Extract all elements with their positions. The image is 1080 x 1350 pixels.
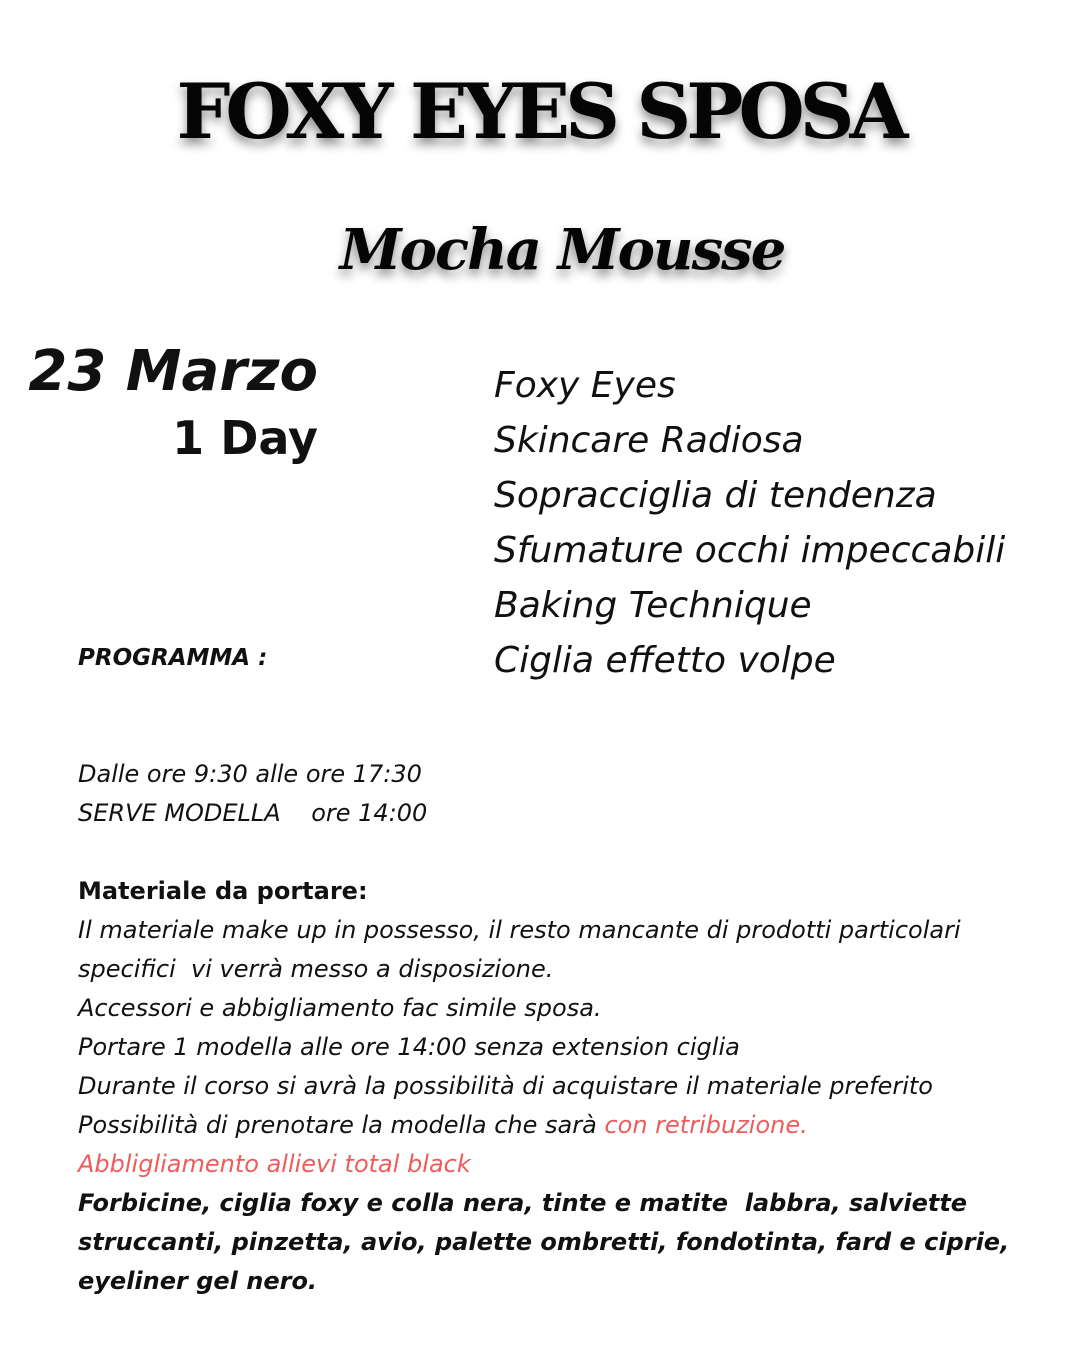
materials-heading: Materiale da portare: xyxy=(78,877,368,905)
event-date: 23 Marzo xyxy=(28,339,318,404)
materials-line: specifici vi verrà messo a disposizione. xyxy=(78,955,554,983)
dress-code-line: Abbligliamento allievi total black xyxy=(78,1150,471,1178)
page-subtitle: Mocha Mousse xyxy=(339,217,785,283)
retribution-highlight: con retribuzione. xyxy=(604,1111,808,1139)
topic-item: Skincare Radiosa xyxy=(494,420,804,461)
programma-label: PROGRAMMA : xyxy=(78,645,268,671)
topic-item: Foxy Eyes xyxy=(494,365,676,406)
materials-line: Portare 1 modella alle ore 14:00 senza extension ciglia xyxy=(78,1033,740,1061)
topic-item: Sfumature occhi impeccabili xyxy=(494,530,1006,571)
tools-line: eyeliner gel nero. xyxy=(78,1267,318,1295)
schedule-hours: Dalle ore 9:30 alle ore 17:30 xyxy=(78,760,422,788)
materials-line-text: Possibilità di prenotare la modella che sarà xyxy=(78,1111,605,1139)
topic-item: Sopracciglia di tendenza xyxy=(494,475,937,516)
topic-item: Ciglia effetto volpe xyxy=(494,640,836,681)
materials-list xyxy=(78,911,1038,1301)
materials-line: Accessori e abbigliamento fac simile sposa. xyxy=(78,994,602,1022)
model-time: SERVE MODELLA ore 14:00 xyxy=(78,799,428,827)
topic-item: Baking Technique xyxy=(494,585,812,626)
page-title: FOXY EYES SPOSA xyxy=(176,67,904,156)
materials-line: Il materiale make up in possesso, il resto mancante di prodotti particolari xyxy=(78,916,961,944)
materials-line xyxy=(78,1106,1038,1145)
tools-line: Forbicine, ciglia foxy e colla nera, tinte e matite labbra, salviette xyxy=(78,1189,968,1217)
topics-list xyxy=(494,358,1005,688)
materials-line: Durante il corso si avrà la possibilità di acquistare il materiale preferito xyxy=(78,1072,933,1100)
event-duration: 1 Day xyxy=(172,411,318,465)
tools-line: struccanti, pinzetta, avio, palette ombretti, fondotinta, fard e ciprie, xyxy=(78,1228,1010,1256)
